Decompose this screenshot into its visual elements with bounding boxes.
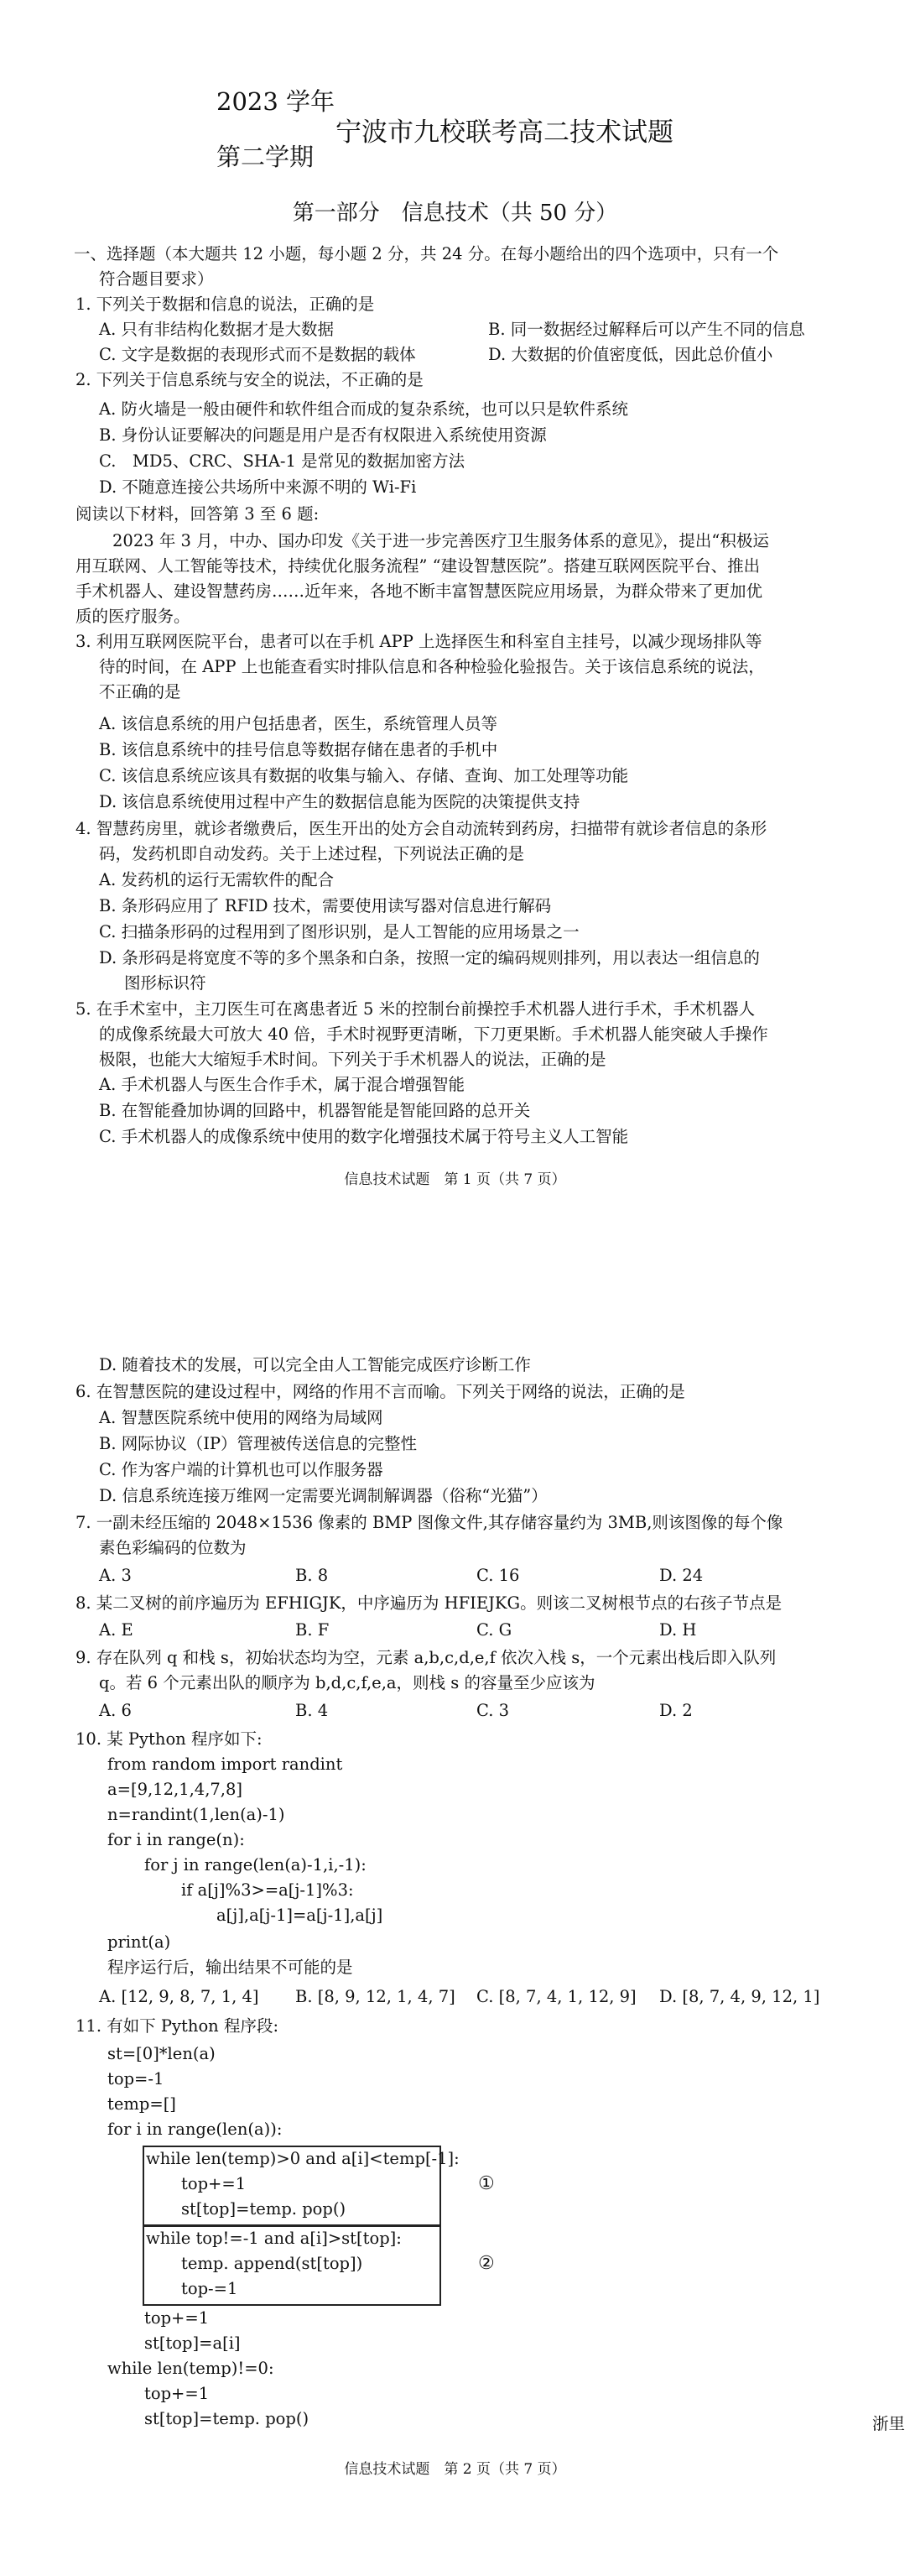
q6-option-c: C. 作为客户端的计算机也可以作服务器 [99, 1460, 383, 1479]
q1-option-c: C. 文字是数据的表现形式而不是数据的载体 [99, 345, 416, 364]
question-7-stem: 7. 一副未经压缩的 2048×1536 像素的 BMP 图像文件,其存储容量约为 3MB,则该图像的每个像 [75, 1513, 783, 1532]
q4-option-d: D. 条形码是将宽度不等的多个黑条和白条，按照一定的编码规则排列，用以表达一组信息的 [99, 948, 760, 967]
reading-paragraph-line: 手术机器人、建设智慧药房……近年来，各地不断丰富智慧医院应用场景，为群众带来了更加优 [75, 581, 763, 601]
question-6-stem: 6. 在智慧医院的建设过程中，网络的作用不言而喻。下列关于网络的说法，正确的是 [75, 1382, 685, 1401]
reading-paragraph-line: 用互联网、人工智能等技术，持续优化服务流程” “建设智慧医院”。搭建互联网医院平台、推出 [75, 556, 761, 576]
q9-option-d: D. 2 [659, 1701, 693, 1720]
q10-option-d: D. [8, 7, 4, 9, 12, 1] [659, 1987, 820, 2006]
code-line: temp. append(st[top]) [181, 2254, 363, 2273]
question-8-stem: 8. 某二叉树的前序遍历为 EFHIGJK，中序遍历为 HFIEJKG。则该二叉树根节点的右孩子节点是 [75, 1593, 783, 1613]
question-3-stem-cont: 不正确的是 [99, 682, 181, 701]
code-line: if a[j]%3>=a[j-1]%3: [181, 1880, 354, 1900]
code-line: st[top]=temp. pop() [144, 2409, 309, 2428]
q4-option-c: C. 扫描条形码的过程用到了图形识别，是人工智能的应用场景之一 [99, 922, 580, 941]
code-line: for i in range(len(a)): [107, 2120, 283, 2139]
code-line: n=randint(1,len(a)-1) [107, 1805, 285, 1824]
question-3-stem-cont: 待的时间，在 APP 上也能查看实时排队信息和各种检验化验报告。关于该信息系统的说法， [99, 657, 765, 676]
page-1 [0, 0, 910, 1259]
question-5-stem: 5. 在手术室中，主刀医生可在离患者近 5 米的控制台前操控手术机器人进行手术，手术机器人 [75, 999, 756, 1019]
q9-option-a: A. 6 [99, 1701, 132, 1720]
q7-option-c: C. 16 [476, 1566, 520, 1585]
q5-option-b: B. 在智能叠加协调的回路中，机器智能是智能回路的总开关 [99, 1101, 531, 1120]
q3-option-b: B. 该信息系统中的挂号信息等数据存储在患者的手机中 [99, 740, 498, 759]
q2-option-d: D. 不随意连接公共场所中来源不明的 Wi-Fi [99, 477, 417, 497]
reading-paragraph-line: 质的医疗服务。 [75, 607, 190, 626]
q8-option-d: D. H [659, 1620, 697, 1640]
question-3-stem: 3. 利用互联网医院平台，患者可以在手机 APP 上选择医生和科室自主挂号，以减少现场排队等 [75, 632, 762, 651]
question-9-stem-cont: q。若 6 个元素出队的顺序为 b,d,c,f,e,a，则栈 s 的容量至少应该为 [99, 1673, 595, 1692]
code-line: a[j],a[j-1]=a[j-1],a[j] [216, 1906, 383, 1925]
question-1-stem: 1. 下列关于数据和信息的说法，正确的是 [75, 295, 375, 314]
q4-option-b: B. 条形码应用了 RFID 技术，需要使用读写器对信息进行解码 [99, 896, 552, 915]
q5-option-d: D. 随着技术的发展，可以完全由人工智能完成医疗诊断工作 [99, 1355, 531, 1374]
blank-marker-2: ② [478, 2253, 495, 2274]
page-2 [0, 1259, 910, 2576]
page-footer: 信息技术试题 第 1 页（共 7 页） [344, 1171, 566, 1188]
q10-option-c: C. [8, 7, 4, 1, 12, 9] [476, 1987, 637, 2006]
q7-option-d: D. 24 [659, 1566, 704, 1585]
exam-title: 宁波市九校联考高二技术试题 [335, 117, 673, 148]
code-line: top+=1 [144, 2384, 210, 2403]
question-4-stem: 4. 智慧药房里，就诊者缴费后，医生开出的处方会自动流转到药房，扫描带有就诊者信息的条形 [75, 819, 767, 838]
question-11-stem: 11. 有如下 Python 程序段: [75, 2016, 279, 2036]
q9-option-c: C. 3 [476, 1701, 510, 1720]
question-5-stem-cont: 极限，也能大大缩短手术时间。下列关于手术机器人的说法，正确的是 [99, 1050, 606, 1069]
q7-option-a: A. 3 [99, 1566, 132, 1585]
reading-paragraph-line: 2023 年 3 月，中办、国办印发《关于进一步完善医疗卫生服务体系的意见》，提出“积极运 [112, 531, 769, 550]
part-heading: 第一部分 信息技术（共 50 分） [292, 201, 618, 226]
code-line: while top!=-1 and a[i]>st[top]: [146, 2229, 402, 2248]
q2-option-a: A. 防火墙是一般由硬件和软件组合而成的复杂系统，也可以只是软件系统 [99, 399, 628, 419]
question-9-stem: 9. 存在队列 q 和栈 s，初始状态均为空，元素 a,b,c,d,e,f 依次入栈 s，一个元素出栈后即入队列 [75, 1648, 777, 1667]
q3-option-a: A. 该信息系统的用户包括患者，医生，系统管理人员等 [99, 714, 497, 733]
q1-option-b: B. 同一数据经过解释后可以产生不同的信息 [488, 320, 805, 339]
q4-option-a: A. 发药机的运行无需软件的配合 [99, 870, 334, 889]
code-line: top-=1 [181, 2279, 238, 2298]
q5-option-c: C. 手术机器人的成像系统中使用的数字化增强技术属于符号主义人工智能 [99, 1127, 629, 1146]
semester: 第二学期 [216, 143, 315, 171]
question-7-stem-cont: 素色彩编码的位数为 [99, 1538, 247, 1557]
blank-marker-1: ① [478, 2173, 495, 2194]
q3-option-c: C. 该信息系统应该具有数据的收集与输入、存储、查询、加工处理等功能 [99, 766, 629, 785]
q10-option-a: A. [12, 9, 8, 7, 1, 4] [99, 1987, 259, 2006]
code-line: st[top]=a[i] [144, 2334, 241, 2353]
q8-option-a: A. E [99, 1620, 133, 1640]
code-line: print(a) [107, 1932, 171, 1952]
q9-option-b: B. 4 [295, 1701, 329, 1720]
q3-option-d: D. 该信息系统使用过程中产生的数据信息能为医院的决策提供支持 [99, 792, 580, 811]
q2-option-c: C. MD5、CRC、SHA-1 是常见的数据加密方法 [99, 451, 465, 471]
question-2-stem: 2. 下列关于信息系统与安全的说法，不正确的是 [75, 370, 424, 389]
q6-option-a: A. 智慧医院系统中使用的网络为局域网 [99, 1408, 383, 1427]
code-line: st[top]=temp. pop() [181, 2199, 346, 2219]
q8-option-c: C. G [476, 1620, 512, 1640]
q2-option-b: B. 身份认证要解决的问题是用户是否有权限进入系统使用资源 [99, 425, 547, 445]
question-5-stem-cont: 的成像系统最大可放大 40 倍，手术时视野更清晰，下刀更果断。手术机器人能突破人手操作 [99, 1025, 768, 1044]
code-line: for i in range(n): [107, 1830, 245, 1849]
school-year: 2023 学年 [216, 87, 335, 116]
section-instruction: 一、选择题（本大题共 12 小题，每小题 2 分，共 24 分。在每小题给出的四个选项中，只有一个 [74, 244, 779, 263]
reading-intro: 阅读以下材料，回答第 3 至 6 题: [75, 504, 320, 524]
code-line: a=[9,12,1,4,7,8] [107, 1780, 243, 1799]
question-4-stem-cont: 码，发药机即自动发药。关于上述过程，下列说法正确的是 [99, 844, 525, 863]
question-10-prompt: 程序运行后，输出结果不可能的是 [107, 1958, 353, 1977]
section-instruction-cont: 符合题目要求） [99, 269, 214, 289]
code-line: for j in range(len(a)-1,i,-1): [144, 1855, 367, 1875]
code-line: while len(temp)>0 and a[i]<temp[-1]: [146, 2149, 460, 2168]
q6-option-b: B. 网际协议（IP）管理被传送信息的完整性 [99, 1434, 418, 1453]
code-line: top+=1 [181, 2174, 247, 2193]
q4-option-d-cont: 图形标识符 [124, 973, 206, 993]
code-line: top+=1 [144, 2308, 210, 2328]
q6-option-d: D. 信息系统连接万维网一定需要光调制解调器（俗称“光猫”） [99, 1486, 548, 1505]
code-line: top=-1 [107, 2069, 164, 2088]
q5-option-a: A. 手术机器人与医生合作手术，属于混合增强智能 [99, 1075, 465, 1094]
edge-text: 浙里 [872, 2414, 906, 2433]
code-line: from random import randint [107, 1755, 343, 1774]
code-line: while len(temp)!=0: [107, 2359, 274, 2378]
q1-option-a: A. 只有非结构化数据才是大数据 [99, 320, 334, 339]
q7-option-b: B. 8 [295, 1566, 329, 1585]
q10-option-b: B. [8, 9, 12, 1, 4, 7] [295, 1987, 455, 2006]
q8-option-b: B. F [295, 1620, 330, 1640]
code-line: temp=[] [107, 2094, 176, 2114]
question-10-stem: 10. 某 Python 程序如下: [75, 1729, 263, 1749]
page-footer: 信息技术试题 第 2 页（共 7 页） [344, 2461, 566, 2478]
q1-option-d: D. 大数据的价值密度低，因此总价值小 [488, 345, 773, 364]
code-line: st=[0]*len(a) [107, 2044, 216, 2063]
